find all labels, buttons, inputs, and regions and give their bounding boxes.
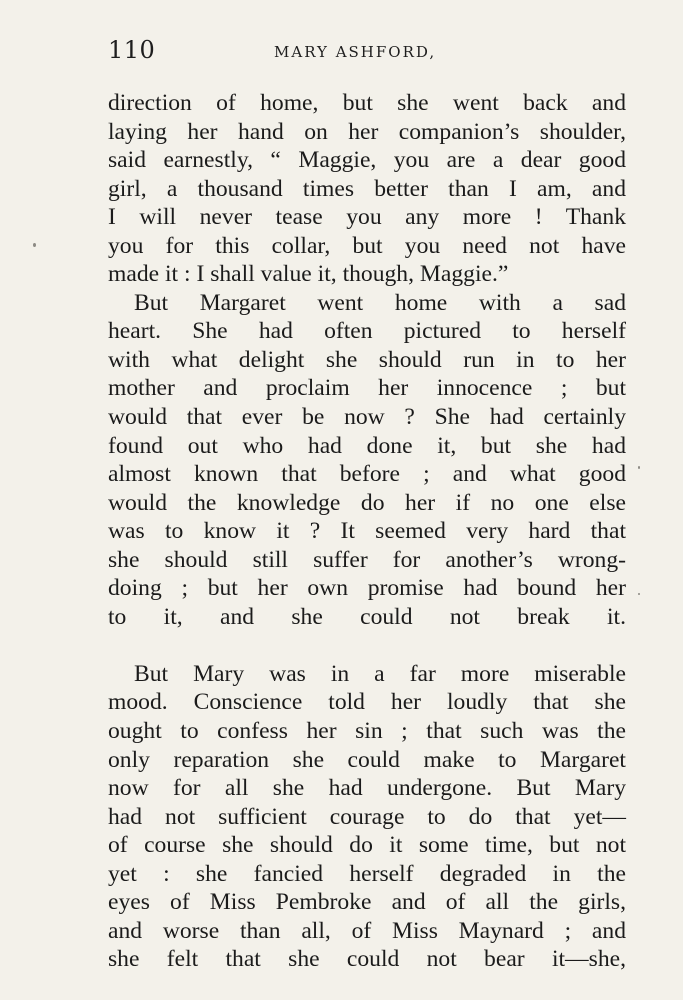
- text-line: made it : I shall value it, though, Maggie.”: [108, 261, 509, 288]
- text-line: laying her hand on her companion’s shoulder,: [108, 118, 626, 145]
- text-line: now for all she had undergone. But Mary: [108, 775, 626, 802]
- text-line: ought to confess her sin ; that such was the: [108, 718, 626, 745]
- running-title: MARY ASHFORD,: [274, 43, 437, 61]
- text-line: I will never tease you any more ! Thank: [108, 204, 626, 231]
- text-line: would that ever be now ? She had certainly: [108, 404, 626, 431]
- text-line: direction of home, but she went back and: [108, 90, 626, 116]
- text-line: mother and proclaim her innocence ; but: [108, 375, 626, 402]
- text-line: But Margaret went home with a sad: [134, 289, 626, 316]
- paper-speck: [638, 466, 640, 469]
- text-line: she felt that she could not bear it—she,: [108, 946, 626, 973]
- paper-speck: [638, 593, 640, 595]
- text-line: almost known that before ; and what good: [108, 461, 626, 488]
- text-line: of course she should do it some time, but not: [108, 832, 626, 859]
- text-line: But Mary was in a far more miserable: [134, 660, 626, 687]
- text-line: only reparation she could make to Margaret: [108, 746, 626, 773]
- text-line: girl, a thousand times better than I am, and: [108, 175, 626, 202]
- text-line: mood. Conscience told her loudly that she: [108, 689, 626, 716]
- text-line: doing ; but her own promise had bound her: [108, 575, 626, 602]
- text-line: and worse than all, of Miss Maynard ; and: [108, 917, 626, 944]
- text-line: would the knowledge do her if no one else: [108, 489, 626, 516]
- running-head: [108, 36, 628, 68]
- text-line: [108, 631, 626, 660]
- paper-speck: [33, 243, 36, 247]
- text-line: said earnestly, “ Maggie, you are a dear good: [108, 147, 626, 174]
- body-text: [108, 89, 626, 974]
- text-line: was to know it ? It seemed very hard that: [108, 518, 626, 545]
- text-line: heart. She had often pictured to herself: [108, 318, 626, 345]
- page-number: 110: [108, 36, 156, 64]
- text-line: eyes of Miss Pembroke and of all the girls,: [108, 889, 626, 916]
- text-line: she should still suffer for another’s wrong-: [108, 546, 626, 573]
- text-line: with what delight she should run in to her: [108, 346, 626, 373]
- text-line: you for this collar, but you need not have: [108, 232, 626, 259]
- text-line: yet : she fancied herself degraded in the: [108, 860, 626, 887]
- text-line: had not sufficient courage to do that yet—: [108, 803, 626, 830]
- text-line: to it, and she could not break it.: [108, 603, 626, 630]
- text-line: found out who had done it, but she had: [108, 432, 626, 459]
